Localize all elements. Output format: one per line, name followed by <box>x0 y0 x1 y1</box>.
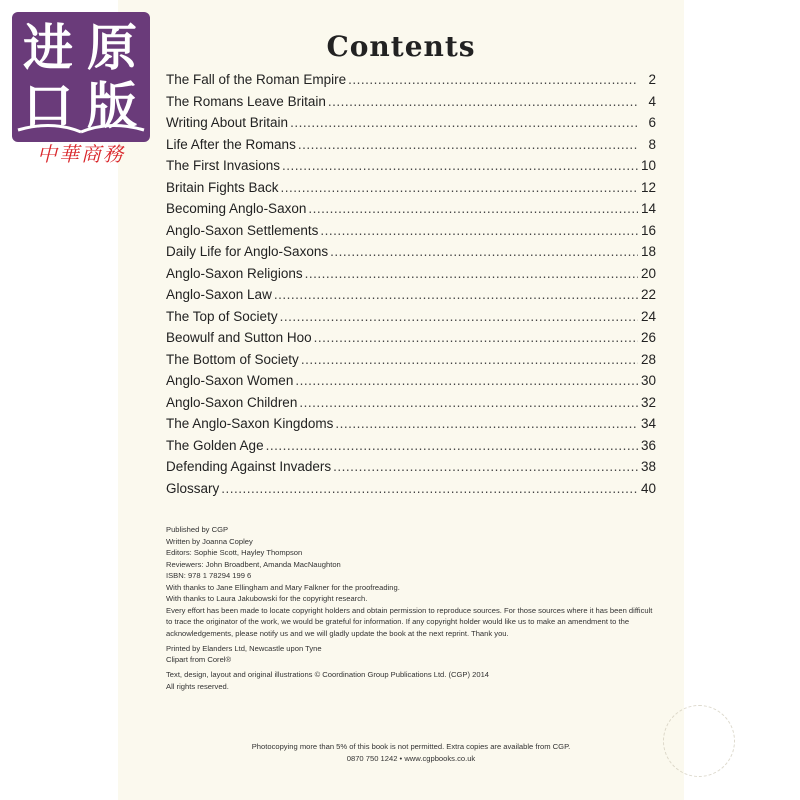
toc-entry-page: 26 <box>640 330 656 345</box>
page-title: Contents <box>326 30 476 63</box>
toc-leader-dots <box>221 481 638 496</box>
toc-entry-title: Defending Against Invaders <box>166 459 332 474</box>
imprint-isbn: ISBN: 978 1 78294 199 6 <box>166 571 252 580</box>
toc-entry-page: 28 <box>640 351 656 367</box>
toc-entry-page: 14 <box>640 201 656 216</box>
toc-entry <box>166 137 656 159</box>
toc-entry <box>166 395 656 417</box>
toc-entry-title: Life After the Romans <box>166 136 296 152</box>
imprint-block <box>166 524 656 692</box>
toc-entry <box>166 373 656 395</box>
toc-leader-dots <box>295 373 638 388</box>
toc-entry-page: 10 <box>640 158 656 173</box>
toc-entry-page: 12 <box>640 179 656 195</box>
photocopy-notice <box>166 741 656 765</box>
toc-entry <box>166 266 656 288</box>
toc-entry-page: 2 <box>648 72 656 87</box>
toc-entry <box>166 201 656 223</box>
toc-entry-title: The Romans Leave Britain <box>166 93 326 109</box>
logo-char-2: 原 <box>87 18 137 77</box>
toc-entry-page: 18 <box>640 244 656 259</box>
toc-leader-dots <box>266 438 638 453</box>
toc-leader-dots <box>348 72 638 87</box>
toc-leader-dots <box>308 201 638 216</box>
imprint-text-design: Text, design, layout and original illustrations © Coordination Group Publications Ltd. (CGP) 2014 <box>166 670 490 679</box>
toc-entry-page: 8 <box>648 136 656 152</box>
logo-subtitle: 中華商務 <box>37 142 125 166</box>
book-page <box>118 0 684 800</box>
toc-leader-dots <box>335 416 638 431</box>
toc-entry <box>166 158 656 180</box>
toc-entry <box>166 330 656 352</box>
toc-entry-title: Beowulf and Sutton Hoo <box>166 330 312 345</box>
toc-leader-dots <box>301 352 638 367</box>
imprint-clipart: Clipart from Corel® <box>166 655 232 664</box>
toc-entry-title: Glossary <box>166 480 220 496</box>
toc-leader-dots <box>290 115 638 130</box>
toc-leader-dots <box>282 158 638 173</box>
toc-leader-dots <box>333 459 638 474</box>
imprint-printed: Printed by Elanders Ltd, Newcastle upon Tyne <box>166 643 322 653</box>
toc-entry <box>166 459 656 481</box>
toc-entry-page: 40 <box>640 480 656 496</box>
toc-entry <box>166 481 656 503</box>
toc-entry-page: 30 <box>640 373 656 388</box>
photocopy-text: Photocopying more than 5% of this book is not permitted. Extra copies are available from CGP. <box>251 742 571 751</box>
imprint-published: Published by CGP <box>166 525 229 534</box>
import-logo-badge <box>6 6 156 170</box>
toc-entry-title: The Bottom of Society <box>166 351 299 367</box>
toc-leader-dots <box>274 287 638 302</box>
library-stamp <box>663 705 735 777</box>
toc-entry <box>166 223 656 245</box>
toc-leader-dots <box>298 137 638 152</box>
imprint-rights: All rights reserved. <box>166 681 229 691</box>
toc-entry <box>166 352 656 374</box>
toc-entry-page: 22 <box>640 287 656 302</box>
book-outline-icon <box>12 12 150 142</box>
toc-leader-dots <box>305 266 638 281</box>
toc-entry <box>166 180 656 202</box>
toc-entry <box>166 416 656 438</box>
toc-entry-page: 36 <box>640 437 656 453</box>
toc-entry-title: Anglo-Saxon Religions <box>166 265 303 281</box>
toc-entry-page: 38 <box>640 459 656 474</box>
toc-leader-dots <box>320 223 638 238</box>
contact-line: 0870 750 1242 • www.cgpbooks.co.uk <box>346 754 476 763</box>
toc-entry-title: Becoming Anglo-Saxon <box>166 201 307 216</box>
toc-entry <box>166 309 656 331</box>
imprint-reviewers: Reviewers: John Broadbent, Amanda MacNaughton <box>166 559 341 569</box>
toc-leader-dots <box>314 330 638 345</box>
logo-char-4: 版 <box>87 76 137 135</box>
toc-entry-title: The Anglo-Saxon Kingdoms <box>166 416 334 431</box>
toc-entry-title: Anglo-Saxon Women <box>166 373 294 388</box>
toc-entry-title: Writing About Britain <box>166 115 289 130</box>
toc-leader-dots <box>281 180 638 195</box>
toc-entry-title: Daily Life for Anglo-Saxons <box>166 244 329 259</box>
toc-leader-dots <box>280 309 638 324</box>
logo-char-1: 进 <box>23 18 73 77</box>
toc-leader-dots <box>330 244 638 259</box>
toc-entry-page: 20 <box>640 265 656 281</box>
toc-entry <box>166 94 656 116</box>
toc-entry-title: Anglo-Saxon Law <box>166 287 272 302</box>
imprint-copyright-effort: Every effort has been made to locate copyright holders and obtain permission to reproduce sources. For those sources where it has been difficult to trace the originator of the work, we would be grateful for information. If any copyright holder would like us to make an amendment to the acknowledgements, please notify us and we will gladly update the book at the next reprint. Thank you. <box>166 605 653 638</box>
toc-entry-title: The Top of Society <box>166 308 278 324</box>
imprint-written: Written by Joanna Copley <box>166 536 253 546</box>
imprint-thanks-copyright: With thanks to Laura Jakubowski for the copyright research. <box>166 594 368 603</box>
table-of-contents <box>166 72 656 502</box>
toc-entry <box>166 244 656 266</box>
toc-entry-page: 4 <box>648 93 656 109</box>
imprint-editors: Editors: Sophie Scott, Hayley Thompson <box>166 548 303 557</box>
toc-entry <box>166 115 656 137</box>
toc-entry <box>166 72 656 94</box>
toc-entry-title: The Fall of the Roman Empire <box>166 72 347 87</box>
toc-entry-page: 6 <box>648 115 656 130</box>
toc-leader-dots <box>299 395 638 410</box>
toc-entry-page: 24 <box>640 308 656 324</box>
logo-box <box>12 12 150 142</box>
toc-entry <box>166 438 656 460</box>
toc-entry-title: The First Invasions <box>166 158 281 173</box>
toc-entry <box>166 287 656 309</box>
logo-char-3: 口 <box>23 76 73 135</box>
toc-entry-page: 32 <box>640 394 656 410</box>
toc-entry-title: Britain Fights Back <box>166 179 279 195</box>
toc-entry-title: The Golden Age <box>166 437 264 453</box>
toc-entry-page: 16 <box>640 222 656 238</box>
toc-entry-page: 34 <box>640 416 656 431</box>
imprint-thanks-proofreading: With thanks to Jane Ellingham and Mary Falkner for the proofreading. <box>166 582 400 592</box>
toc-entry-title: Anglo-Saxon Children <box>166 394 298 410</box>
toc-leader-dots <box>328 94 638 109</box>
toc-entry-title: Anglo-Saxon Settlements <box>166 222 319 238</box>
